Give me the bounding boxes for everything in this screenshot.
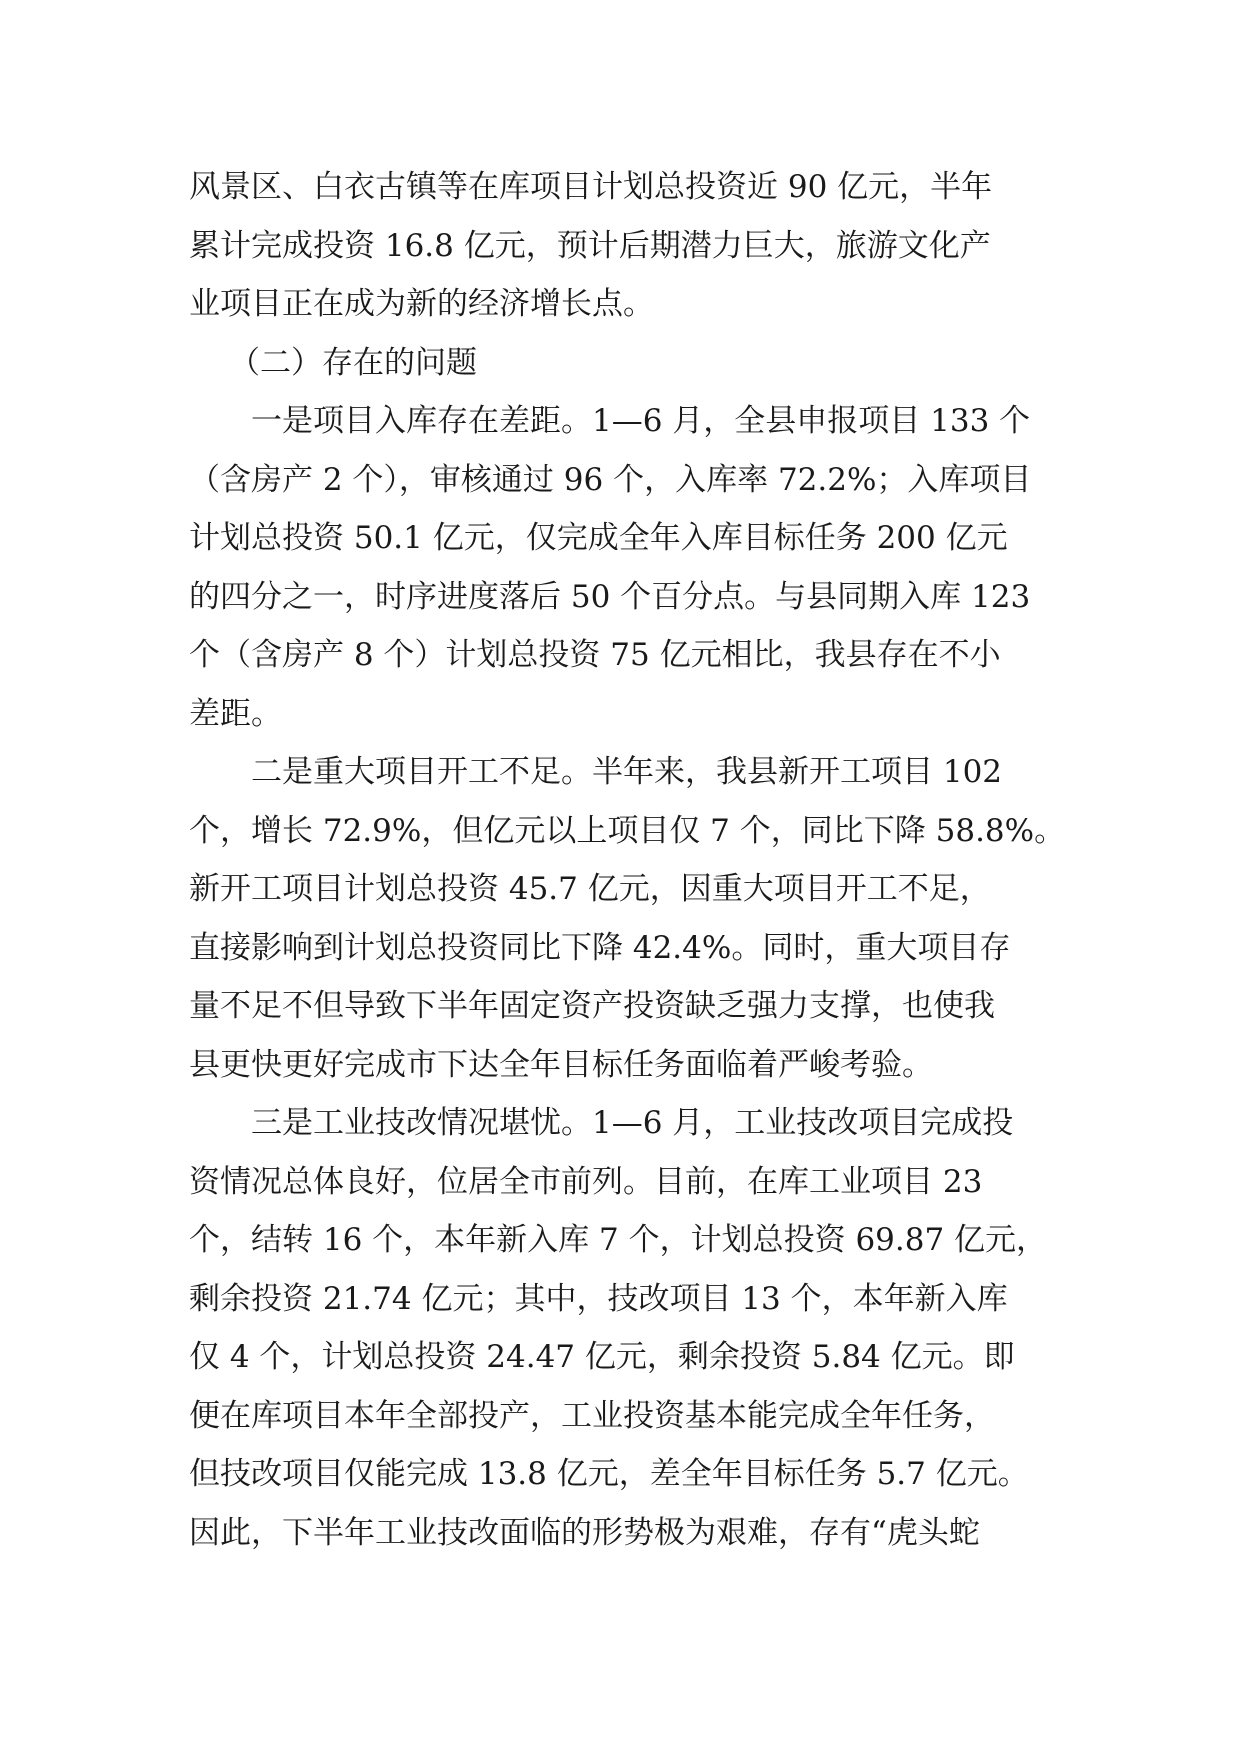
body-line: 新开工项目计划总投资 45.7 亿元，因重大项目开工不足，: [189, 871, 991, 907]
body-line: 仅 4 个，计划总投资 24.47 亿元，剩余投资 5.84 亿元。即: [189, 1339, 1015, 1375]
body-line: 的四分之一，时序进度落后 50 个百分点。与县同期入库 123: [189, 578, 1031, 615]
body-line: 累计完成投资 16.8 亿元，预计后期潜力巨大，旅游文化产: [189, 227, 991, 264]
paragraph-start-line: 二是重大项目开工不足。半年来，我县新开工项目 102: [251, 754, 1003, 790]
body-line: 差距。: [189, 695, 282, 732]
body-line: 但技改项目仅能完成 13.8 亿元，差全年目标任务 5.7 亿元。: [189, 1456, 1029, 1492]
body-line: 剩余投资 21.74 亿元；其中，技改项目 13 个，本年新入库: [189, 1280, 1008, 1317]
body-line: 计划总投资 50.1 亿元，仅完成全年入库目标任务 200 亿元: [189, 520, 1008, 556]
section-heading: （二）存在的问题: [229, 344, 477, 381]
body-line: 因此，下半年工业技改面临的形势极为艰难，存有“虎头蛇: [189, 1514, 980, 1551]
paragraph-start-line: 一是项目入库存在差距。1—6 月，全县申报项目 133 个: [251, 403, 1031, 439]
body-line: 个（含房产 8 个）计划总投资 75 亿元相比，我县存在不小: [189, 637, 1001, 673]
body-line: 资情况总体良好，位居全市前列。目前，在库工业项目 23: [189, 1163, 983, 1200]
body-line: 个，结转 16 个，本年新入库 7 个，计划总投资 69.87 亿元，: [189, 1222, 1048, 1258]
body-line: 直接影响到计划总投资同比下降 42.4%。同时，重大项目存: [189, 929, 1011, 966]
body-line: 量不足不但导致下半年固定资产投资缺乏强力支撑，也使我: [189, 988, 995, 1024]
body-line: 个，增长 72.9%，但亿元以上项目仅 7 个，同比下降 58.8%。: [189, 812, 1066, 849]
body-line: 业项目正在成为新的经济增长点。: [189, 286, 654, 322]
body-line: 县更快更好完成市下达全年目标任务面临着严峻考验。: [189, 1046, 933, 1083]
document-body: [189, 158, 1069, 1562]
paragraph-start-line: 三是工业技改情况堪忧。1—6 月，工业技改项目完成投: [251, 1105, 1014, 1141]
body-line: 便在库项目本年全部投产，工业投资基本能完成全年任务，: [189, 1397, 995, 1434]
body-line: （含房产 2 个），审核通过 96 个，入库率 72.2%；入库项目: [189, 461, 1032, 498]
body-line: 风景区、白衣古镇等在库项目计划总投资近 90 亿元，半年: [189, 169, 993, 205]
